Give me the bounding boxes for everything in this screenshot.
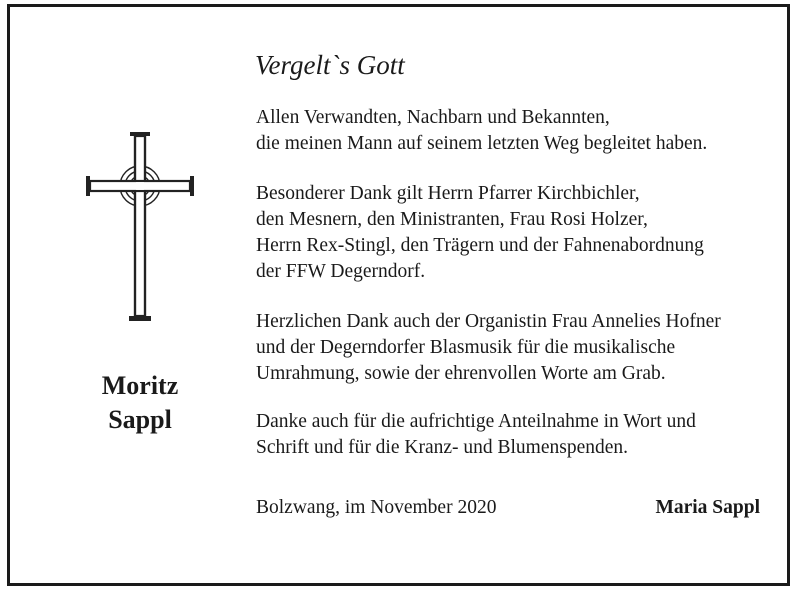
text-line: und der Degerndorfer Blasmusik für die musikalische: [256, 337, 676, 358]
celtic-cross-icon: [82, 128, 198, 324]
text-line: Herrn Rex-Stingl, den Trägern und der Fahnenabordnung: [256, 235, 704, 256]
place-date: Bolzwang, im November 2020: [256, 497, 497, 518]
text-line: Herzlichen Dank auch der Organistin Frau Annelies Hofner: [256, 311, 721, 332]
text-line: Besonderer Dank gilt Herrn Pfarrer Kirchbichler,: [256, 183, 640, 204]
text-line: der FFW Degerndorf.: [256, 261, 426, 282]
text-line: die meinen Mann auf seinem letzten Weg begleitet haben.: [256, 133, 708, 154]
deceased-first-name: Moritz: [101, 371, 179, 400]
text-line: den Mesnern, den Ministranten, Frau Rosi Holzer,: [256, 209, 648, 230]
deceased-last-name: Sappl: [108, 405, 172, 434]
text-line: Schrift und für die Kranz- und Blumenspenden.: [256, 437, 629, 458]
text-line: Allen Verwandten, Nachbarn und Bekannten,: [256, 107, 610, 128]
text-line: Danke auch für die aufrichtige Anteilnahme in Wort und: [256, 411, 696, 432]
page-title: Vergelt`s Gott: [255, 50, 405, 80]
signature-name: Maria Sappl: [655, 497, 760, 518]
text-line: Umrahmung, sowie der ehrenvollen Worte am Grab.: [256, 363, 666, 384]
